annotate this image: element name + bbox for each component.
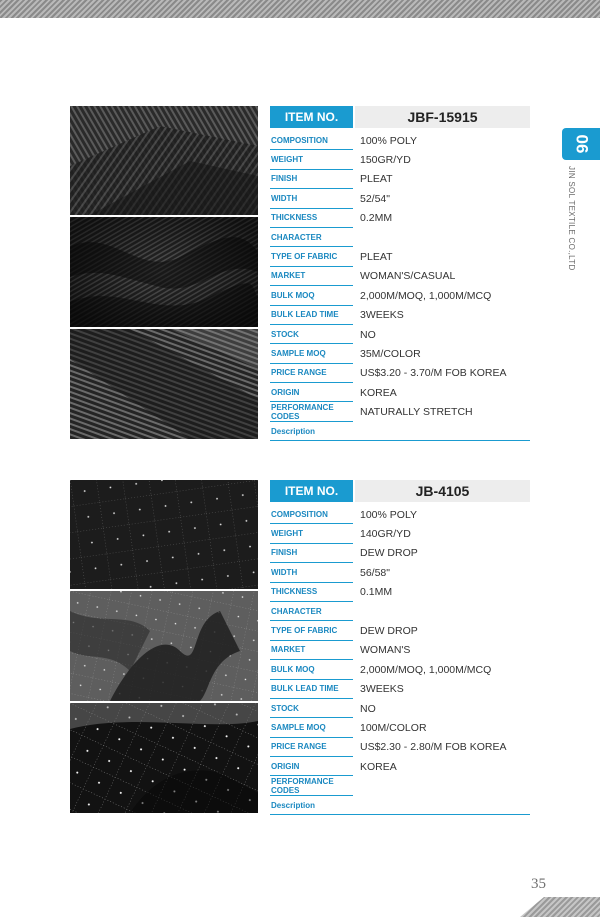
spec-label: THICKNESS	[270, 583, 353, 602]
spec-value: DEW DROP	[360, 625, 418, 638]
spec-row	[270, 402, 530, 421]
fabric-photo-dewdrop-3	[70, 703, 258, 813]
spec-value: 52/54"	[360, 192, 391, 205]
spec-label: STOCK	[270, 325, 353, 344]
spec-value: KOREA	[360, 386, 397, 399]
page-number: 35	[531, 876, 546, 892]
item-no-label: ITEM NO.	[270, 480, 353, 502]
top-decorative-band	[0, 0, 600, 18]
product-photos-1	[70, 106, 258, 441]
company-name-vertical: JIN SOL TEXTILE CO.,LTD	[567, 166, 576, 271]
spec-row	[270, 718, 530, 737]
spec-label: CHARACTER	[270, 228, 353, 247]
spec-value	[353, 422, 530, 441]
spec-label: ORIGIN	[270, 383, 353, 402]
spec-label: PERFORMANCE CODES	[270, 402, 353, 421]
spec-label: BULK LEAD TIME	[270, 306, 353, 325]
product-photos-2	[70, 480, 258, 815]
spec-label: ORIGIN	[270, 757, 353, 776]
spec-row	[270, 325, 530, 344]
spec-value: 3WEEKS	[360, 309, 404, 322]
spec-row	[270, 738, 530, 757]
item-number-header	[270, 480, 530, 502]
fabric-photo-dewdrop-2	[70, 591, 258, 701]
spec-label: Description	[270, 796, 353, 815]
spec-label: COMPOSITION	[270, 505, 353, 524]
spec-value: US$2.30 - 2.80/M FOB KOREA	[360, 741, 507, 754]
spec-label: SAMPLE MOQ	[270, 344, 353, 363]
spec-label: BULK MOQ	[270, 660, 353, 679]
spec-row	[270, 422, 530, 441]
spec-row	[270, 306, 530, 325]
spec-value	[353, 228, 530, 247]
spec-row	[270, 583, 530, 602]
spec-label: BULK MOQ	[270, 286, 353, 305]
fabric-photo-pleat-3	[70, 329, 258, 439]
spec-value: WOMAN'S/CASUAL	[360, 270, 456, 283]
spec-value: 100% POLY	[360, 508, 418, 521]
spec-value: US$3.20 - 3.70/M FOB KOREA	[360, 367, 507, 380]
spec-label: STOCK	[270, 699, 353, 718]
spec-row	[270, 189, 530, 208]
spec-row	[270, 344, 530, 363]
spec-label: FINISH	[270, 170, 353, 189]
item-no-value: JBF-15915	[355, 106, 530, 128]
spec-row	[270, 505, 530, 524]
spec-row	[270, 383, 530, 402]
spec-value: KOREA	[360, 760, 397, 773]
spec-value	[353, 796, 530, 815]
spec-row	[270, 680, 530, 699]
spec-label: WIDTH	[270, 189, 353, 208]
spec-value: 35M/COLOR	[360, 347, 421, 360]
spec-value: 0.1MM	[360, 586, 393, 599]
spec-value: WOMAN'S	[360, 644, 411, 657]
spec-label: SAMPLE MOQ	[270, 718, 353, 737]
spec-value: 56/58"	[360, 566, 391, 579]
spec-value: 100% POLY	[360, 134, 418, 147]
spec-label: WIDTH	[270, 563, 353, 582]
spec-row	[270, 286, 530, 305]
spec-row	[270, 267, 530, 286]
spec-row	[270, 524, 530, 543]
spec-row	[270, 247, 530, 266]
spec-row	[270, 699, 530, 718]
spec-label: CHARACTER	[270, 602, 353, 621]
spec-value: PLEAT	[360, 251, 393, 264]
spec-value: 150GR/YD	[360, 154, 411, 167]
item-number-header	[270, 106, 530, 128]
item-no-label: ITEM NO.	[270, 106, 353, 128]
spec-value	[353, 776, 530, 795]
section-number: 06	[571, 134, 591, 154]
spec-label: BULK LEAD TIME	[270, 680, 353, 699]
section-tab	[562, 128, 600, 160]
spec-row	[270, 602, 530, 621]
spec-row	[270, 150, 530, 169]
spec-value: DEW DROP	[360, 547, 418, 560]
spec-label: WEIGHT	[270, 150, 353, 169]
spec-value: NO	[360, 702, 376, 715]
fabric-photo-pleat-2	[70, 217, 258, 327]
spec-value: 3WEEKS	[360, 683, 404, 696]
spec-row	[270, 641, 530, 660]
spec-row	[270, 209, 530, 228]
spec-row	[270, 796, 530, 815]
item-no-value: JB-4105	[355, 480, 530, 502]
spec-label: COMPOSITION	[270, 131, 353, 150]
spec-label: MARKET	[270, 267, 353, 286]
spec-label: TYPE OF FABRIC	[270, 247, 353, 266]
spec-row	[270, 757, 530, 776]
spec-value: 0.2MM	[360, 212, 393, 225]
spec-label: FINISH	[270, 544, 353, 563]
spec-value: 100M/COLOR	[360, 721, 427, 734]
spec-label: Description	[270, 422, 353, 441]
spec-row	[270, 621, 530, 640]
spec-label: WEIGHT	[270, 524, 353, 543]
spec-label: MARKET	[270, 641, 353, 660]
spec-sheet-1	[270, 106, 530, 441]
spec-row	[270, 170, 530, 189]
bottom-decorative-corner	[520, 897, 600, 917]
spec-label: TYPE OF FABRIC	[270, 621, 353, 640]
spec-row	[270, 660, 530, 679]
spec-value: PLEAT	[360, 173, 393, 186]
spec-row	[270, 776, 530, 795]
spec-value: NO	[360, 328, 376, 341]
spec-row	[270, 563, 530, 582]
spec-label: PRICE RANGE	[270, 738, 353, 757]
spec-label: PRICE RANGE	[270, 364, 353, 383]
spec-row	[270, 131, 530, 150]
spec-label: PERFORMANCE CODES	[270, 776, 353, 795]
spec-value	[353, 602, 530, 621]
spec-row	[270, 364, 530, 383]
spec-row	[270, 544, 530, 563]
spec-value: 2,000M/MOQ, 1,000M/MCQ	[360, 289, 492, 302]
fabric-photo-pleat-1	[70, 106, 258, 215]
spec-value: NATURALLY STRETCH	[360, 406, 473, 419]
spec-label: THICKNESS	[270, 209, 353, 228]
spec-value: 2,000M/MOQ, 1,000M/MCQ	[360, 663, 492, 676]
spec-value: 140GR/YD	[360, 528, 411, 541]
spec-row	[270, 228, 530, 247]
fabric-photo-dewdrop-1	[70, 480, 258, 589]
spec-sheet-2	[270, 480, 530, 815]
